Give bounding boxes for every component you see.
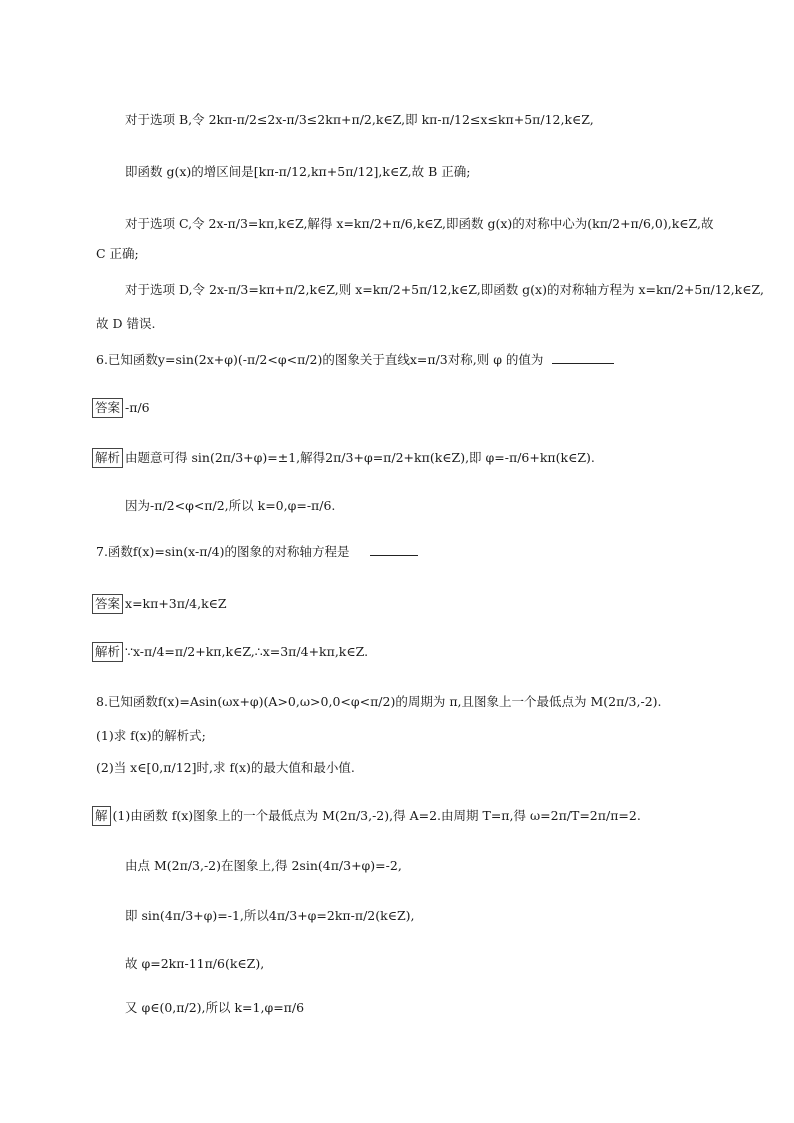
label-box: 答案 [92, 594, 123, 614]
solution-text: (1)由函数 f(x)图象上的一个最低点为 M(2π/3,-2),得 A=2.由周期 T=π,得 ω=2π/T=2π/π=2. [112, 808, 641, 823]
text-line-l1: 对于选项 B,令 2kπ-π/2≤2x-π/3≤2kπ+π/2,k∈Z,即 kπ-π/12≤x≤kπ+5π/12,k∈Z, [125, 112, 594, 127]
text-line-q7: 7.函数f(x)=sin(x-π/4)的图象的对称轴方程是 [96, 544, 350, 559]
label-box: 答案 [92, 398, 123, 418]
solution-text: 由题意可得 sin(2π/3+φ)=±1,解得2π/3+φ=π/2+kπ(k∈Z),即 φ=-π/6+kπ(k∈Z). [125, 450, 595, 465]
solution-line-a7 [92, 594, 227, 614]
answer-blank-b7[interactable] [370, 555, 418, 556]
answer-blank-b6[interactable] [552, 363, 614, 364]
text-line-l4: C 正确; [96, 246, 139, 261]
text-line-s6b: 因为-π/2<φ<π/2,所以 k=0,φ=-π/6. [125, 498, 336, 513]
solution-text: -π/6 [125, 400, 150, 415]
text-line-l2: 即函数 g(x)的增区间是[kπ-π/12,kπ+5π/12],k∈Z,故 B 正确; [125, 164, 471, 179]
label-box: 解析 [92, 448, 123, 468]
solution-line-j7 [92, 642, 368, 662]
label-box: 解析 [92, 642, 123, 662]
solution-line-j6 [92, 448, 595, 468]
solution-line-a6 [92, 398, 150, 418]
text-line-s8b: 由点 M(2π/3,-2)在图象上,得 2sin(4π/3+φ)=-2, [125, 858, 402, 873]
text-line-s8e: 又 φ∈(0,π/2),所以 k=1,φ=π/6 [125, 1000, 305, 1015]
text-line-q8b: (2)当 x∈[0,π/12]时,求 f(x)的最大值和最小值. [96, 760, 355, 775]
text-line-q8: 8.已知函数f(x)=Asin(ωx+φ)(A>0,ω>0,0<φ<π/2)的周期为 π,且图象上一个最低点为 M(2π/3,-2). [96, 694, 662, 709]
text-line-q6: 6.已知函数y=sin(2x+φ)(-π/2<φ<π/2)的图象关于直线x=π/3对称,则 φ 的值为 [96, 352, 544, 367]
solution-text: ∵x-π/4=π/2+kπ,k∈Z,∴x=3π/4+kπ,k∈Z. [125, 644, 369, 659]
label-box: 解 [92, 806, 111, 826]
text-line-s8d: 故 φ=2kπ-11π/6(k∈Z), [125, 956, 265, 971]
solution-line-s8a [92, 806, 641, 826]
text-line-s8c: 即 sin(4π/3+φ)=-1,所以4π/3+φ=2kπ-π/2(k∈Z), [125, 908, 415, 923]
text-line-l5: 对于选项 D,令 2x-π/3=kπ+π/2,k∈Z,则 x=kπ/2+5π/12,k∈Z,即函数 g(x)的对称轴方程为 x=kπ/2+5π/12,k∈Z, [125, 282, 764, 297]
text-line-l6: 故 D 错误. [96, 316, 156, 331]
text-line-l3: 对于选项 C,令 2x-π/3=kπ,k∈Z,解得 x=kπ/2+π/6,k∈Z,即函数 g(x)的对称中心为(kπ/2+π/6,0),k∈Z,故 [125, 216, 714, 231]
text-line-q8a: (1)求 f(x)的解析式; [96, 728, 206, 743]
solution-text: x=kπ+3π/4,k∈Z [125, 596, 227, 611]
